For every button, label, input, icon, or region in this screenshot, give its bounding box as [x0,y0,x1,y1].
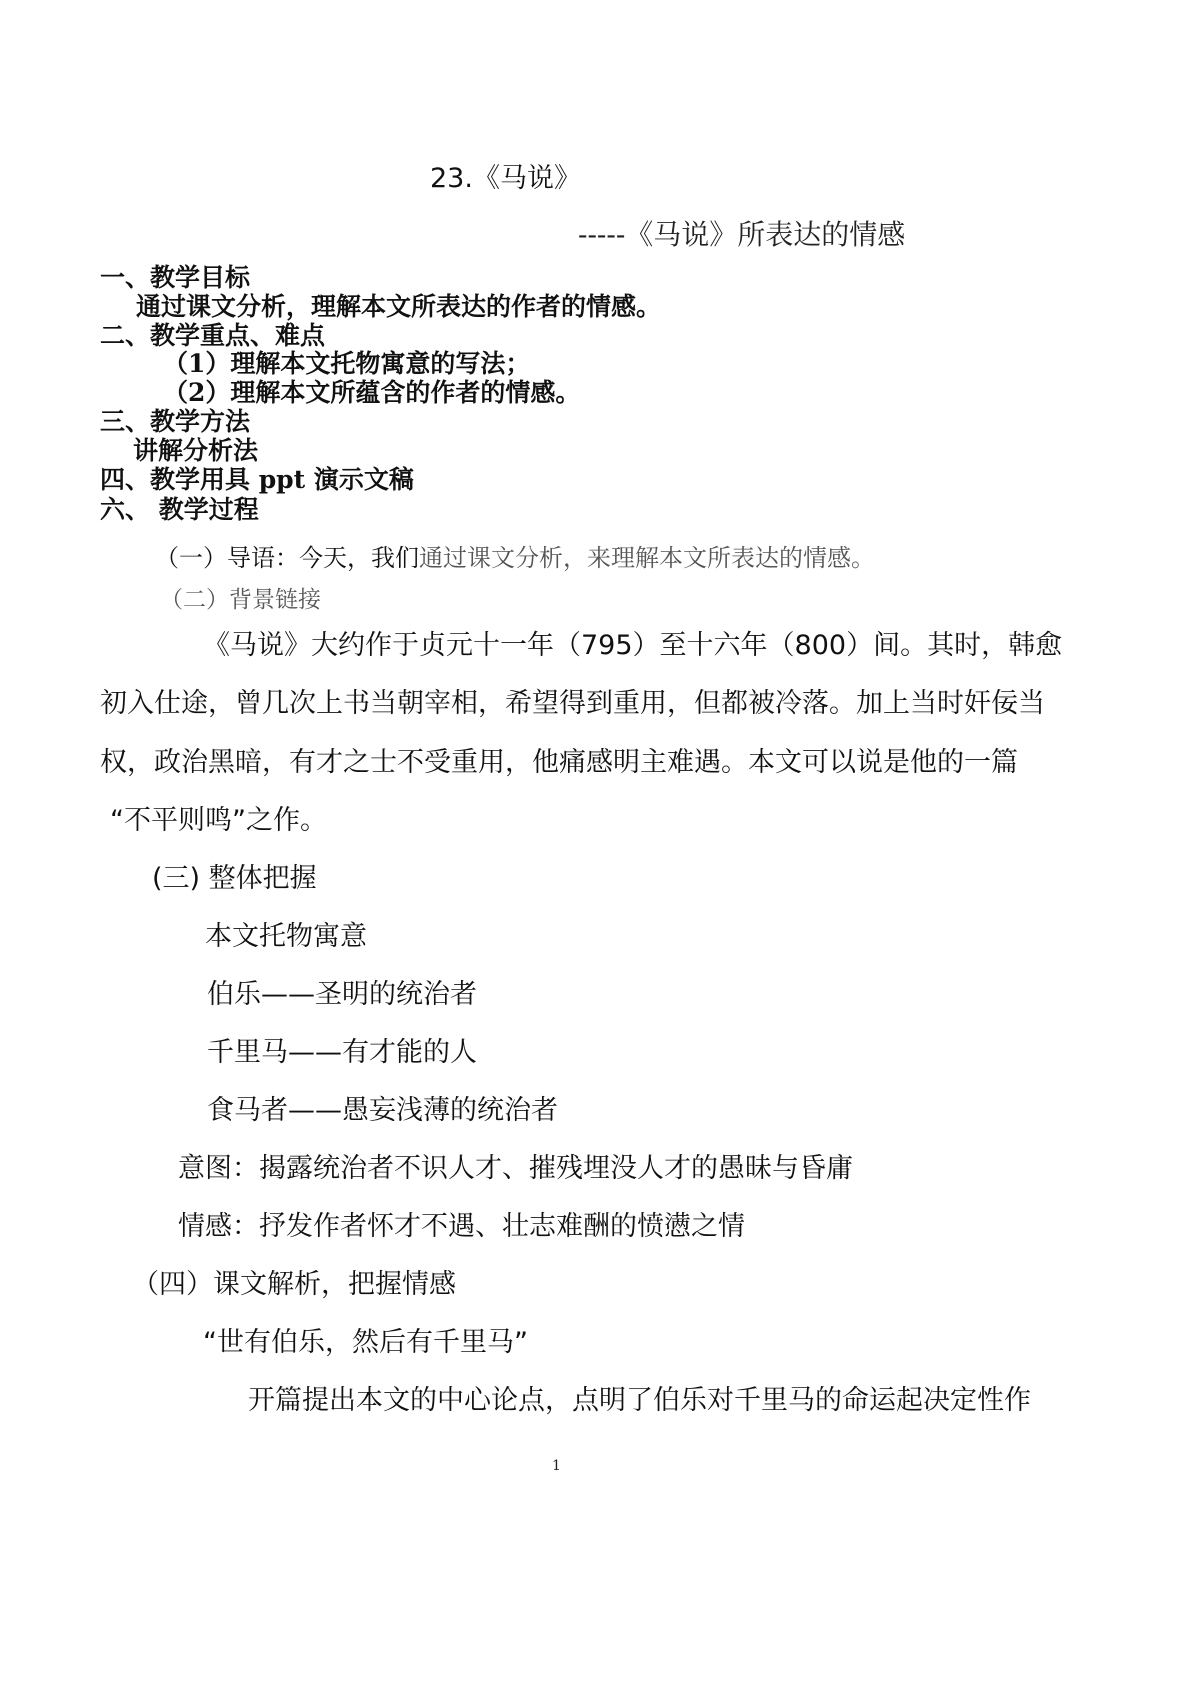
analysis-heading: （四）课文解析，把握情感 [132,1269,456,1300]
section-2-item-1: （1）理解本文托物寓意的写法； [163,349,531,378]
background-line-3: 权，政治黑暗，有才之士不受重用，他痛感明主难遇。本文可以说是他的一篇 [100,747,1018,778]
section-3-heading: 三、教学方法 [100,407,251,436]
overall-heading: (三) 整体把握 [152,863,317,894]
page-number: 1 [552,1458,561,1474]
emotion-line: 情感：抒发作者怀才不遇、壮志难酬的愤懑之情 [178,1211,745,1242]
section-1-text: 通过课文分析，理解本文所表达的作者的情感。 [136,292,662,321]
intro-rest: 通过课文分析，来理解本文所表达的情感。 [419,544,875,572]
overall-line-4: 食马者——愚妄浅薄的统治者 [207,1095,558,1126]
background-line-1: 《马说》大约作于贞元十一年（795）至十六年（800）间。其时，韩愈 [203,630,1063,661]
intent-line: 意图：揭露统治者不识人才、摧残埋没人才的愚昧与昏庸 [178,1153,853,1184]
section-4-heading: 四、教学用具 ppt 演示文稿 [100,465,414,494]
document-subtitle: -----《马说》所表达的情感 [578,218,906,251]
section-3-text: 讲解分析法 [133,436,259,465]
section-1-heading: 一、教学目标 [100,263,251,292]
overall-line-2: 伯乐——圣明的统治者 [207,979,477,1010]
background-line-2: 初入仕途，曾几次上书当朝宰相，希望得到重用，但都被冷落。加上当时奸佞当 [100,688,1045,719]
section-2-heading: 二、教学重点、难点 [100,321,326,350]
analysis-text: 开篇提出本文的中心论点，点明了伯乐对千里马的命运起决定性作 [248,1385,1031,1416]
section-2-item-2: （2）理解本文所蕴含的作者的情感。 [163,378,581,407]
intro-line [155,538,875,573]
background-line-4: “不平则鸣”之作。 [110,805,327,836]
intro-prefix: （一）导语：今天，我们 [155,544,419,572]
analysis-quote: “世有伯乐，然后有千里马” [203,1327,528,1358]
overall-line-1: 本文托物寓意 [205,921,367,952]
section-6-heading: 六、 教学过程 [100,495,259,524]
overall-line-3: 千里马——有才能的人 [207,1037,477,1068]
document-title: 23.《马说》 [430,163,581,194]
background-heading: （二）背景链接 [160,587,321,613]
